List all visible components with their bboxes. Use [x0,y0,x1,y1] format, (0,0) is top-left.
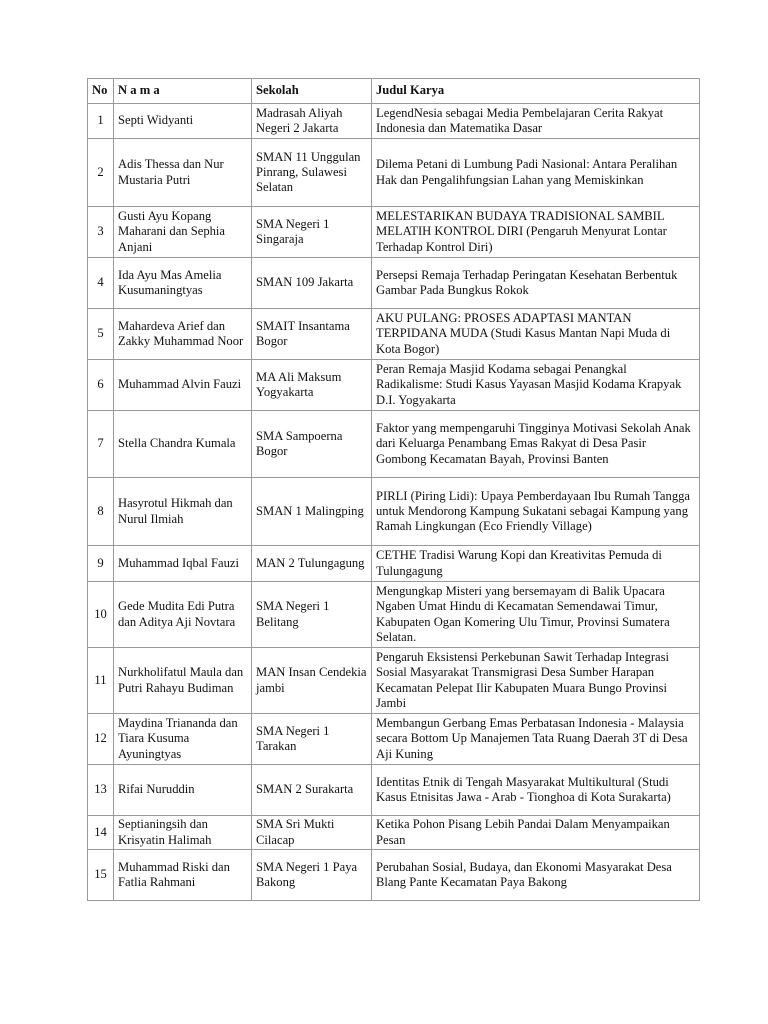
cell-nama: Ida Ayu Mas Amelia Kusumaningtyas [114,258,252,309]
cell-judul: Membangun Gerbang Emas Perbatasan Indonesia - Malaysia secara Bottom Up Manajemen Tata Ruang Daerah 3T di Desa Aji Kuning [372,714,700,765]
cell-judul: Peran Remaja Masjid Kodama sebagai Penangkal Radikalisme: Studi Kasus Yayasan Masjid Kodama Krapyak D.I. Yogyakarta [372,360,700,411]
cell-judul: CETHE Tradisi Warung Kopi dan Kreativitas Pemuda di Tulungagung [372,546,700,582]
table-row [88,478,700,546]
cell-sekolah: SMAN 1 Malingping [252,478,372,546]
table-row [88,258,700,309]
cell-nama: Nurkholifatul Maula dan Putri Rahayu Budiman [114,648,252,714]
cell-nama: Septianingsih dan Krisyatin Halimah [114,816,252,850]
cell-nama: Muhammad Alvin Fauzi [114,360,252,411]
table-row [88,309,700,360]
table-row [88,207,700,258]
cell-judul: Dilema Petani di Lumbung Padi Nasional: Antara Peralihan Hak dan Pengalihfungsian Lahan yang Memiskinkan [372,139,700,207]
cell-judul: PIRLI (Piring Lidi): Upaya Pemberdayaan Ibu Rumah Tangga untuk Mendorong Kampung Sukatani sebagai Kampung yang Ramah Lingkungan (Eco Friendly Village) [372,478,700,546]
cell-nama: Muhammad Riski dan Fatlia Rahmani [114,850,252,901]
table-row [88,765,700,816]
cell-nama: Gede Mudita Edi Putra dan Aditya Aji Novtara [114,582,252,648]
cell-sekolah: SMA Negeri 1 Paya Bakong [252,850,372,901]
cell-sekolah: SMAIT Insantama Bogor [252,309,372,360]
cell-judul: Persepsi Remaja Terhadap Peringatan Kesehatan Berbentuk Gambar Pada Bungkus Rokok [372,258,700,309]
cell-nama: Gusti Ayu Kopang Maharani dan Sephia Anjani [114,207,252,258]
cell-sekolah: SMA Negeri 1 Singaraja [252,207,372,258]
cell-nama: Mahardeva Arief dan Zakky Muhammad Noor [114,309,252,360]
table-header-row [88,79,700,104]
cell-no: 14 [88,816,114,850]
header-no: No [88,79,114,104]
table-row [88,411,700,478]
cell-sekolah: SMAN 109 Jakarta [252,258,372,309]
table-row [88,104,700,139]
cell-judul: Identitas Etnik di Tengah Masyarakat Multikultural (Studi Kasus Etnisitas Jawa - Arab - Tionghoa di Kota Surakarta) [372,765,700,816]
cell-judul: Mengungkap Misteri yang bersemayam di Balik Upacara Ngaben Umat Hindu di Kecamatan Semendawai Timur, Kabupaten Ogan Komering Ulu Timur, Provinsi Sumatera Selatan. [372,582,700,648]
table-row [88,582,700,648]
cell-nama: Rifai Nuruddin [114,765,252,816]
cell-judul: Pengaruh Eksistensi Perkebunan Sawit Terhadap Integrasi Sosial Masyarakat Transmigrasi Desa Sumber Harapan Kecamatan Pelepat Ilir Kabupaten Muara Bungo Provinsi Jambi [372,648,700,714]
cell-judul: Faktor yang mempengaruhi Tingginya Motivasi Sekolah Anak dari Keluarga Penambang Emas Rakyat di Desa Pasir Gombong Kecamatan Bayah, Provinsi Banten [372,411,700,478]
cell-sekolah: MAN 2 Tulungagung [252,546,372,582]
cell-no: 6 [88,360,114,411]
cell-sekolah: SMA Negeri 1 Belitang [252,582,372,648]
participants-table [87,78,700,901]
cell-sekolah: SMA Negeri 1 Tarakan [252,714,372,765]
table-row [88,546,700,582]
table-row [88,139,700,207]
cell-no: 2 [88,139,114,207]
header-sekolah: Sekolah [252,79,372,104]
cell-no: 8 [88,478,114,546]
cell-nama: Maydina Triananda dan Tiara Kusuma Ayuningtyas [114,714,252,765]
cell-sekolah: MAN Insan Cendekia jambi [252,648,372,714]
cell-no: 15 [88,850,114,901]
header-nama: N a m a [114,79,252,104]
cell-judul: Perubahan Sosial, Budaya, dan Ekonomi Masyarakat Desa Blang Pante Kecamatan Paya Bakong [372,850,700,901]
cell-judul: AKU PULANG: PROSES ADAPTASI MANTAN TERPIDANA MUDA (Studi Kasus Mantan Napi Muda di Kota Bogor) [372,309,700,360]
cell-sekolah: SMAN 11 Unggulan Pinrang, Sulawesi Selatan [252,139,372,207]
cell-no: 10 [88,582,114,648]
table-row [88,360,700,411]
table-row [88,714,700,765]
table-row [88,816,700,850]
cell-sekolah: MA Ali Maksum Yogyakarta [252,360,372,411]
document-page [87,78,699,901]
cell-no: 11 [88,648,114,714]
table-body [88,104,700,901]
cell-no: 12 [88,714,114,765]
cell-sekolah: SMAN 2 Surakarta [252,765,372,816]
table-row [88,850,700,901]
cell-no: 5 [88,309,114,360]
header-judul: Judul Karya [372,79,700,104]
cell-nama: Septi Widyanti [114,104,252,139]
cell-sekolah: SMA Sri Mukti Cilacap [252,816,372,850]
cell-nama: Adis Thessa dan Nur Mustaria Putri [114,139,252,207]
cell-no: 7 [88,411,114,478]
cell-judul: LegendNesia sebagai Media Pembelajaran Cerita Rakyat Indonesia dan Matematika Dasar [372,104,700,139]
cell-sekolah: Madrasah Aliyah Negeri 2 Jakarta [252,104,372,139]
cell-judul: Ketika Pohon Pisang Lebih Pandai Dalam Menyampaikan Pesan [372,816,700,850]
table-row [88,648,700,714]
cell-judul: MELESTARIKAN BUDAYA TRADISIONAL SAMBIL MELATIH KONTROL DIRI (Pengaruh Menyurat Lontar Terhadap Kontrol Diri) [372,207,700,258]
cell-no: 1 [88,104,114,139]
cell-sekolah: SMA Sampoerna Bogor [252,411,372,478]
cell-nama: Stella Chandra Kumala [114,411,252,478]
cell-no: 3 [88,207,114,258]
cell-nama: Muhammad Iqbal Fauzi [114,546,252,582]
cell-no: 4 [88,258,114,309]
cell-no: 9 [88,546,114,582]
cell-nama: Hasyrotul Hikmah dan Nurul Ilmiah [114,478,252,546]
cell-no: 13 [88,765,114,816]
